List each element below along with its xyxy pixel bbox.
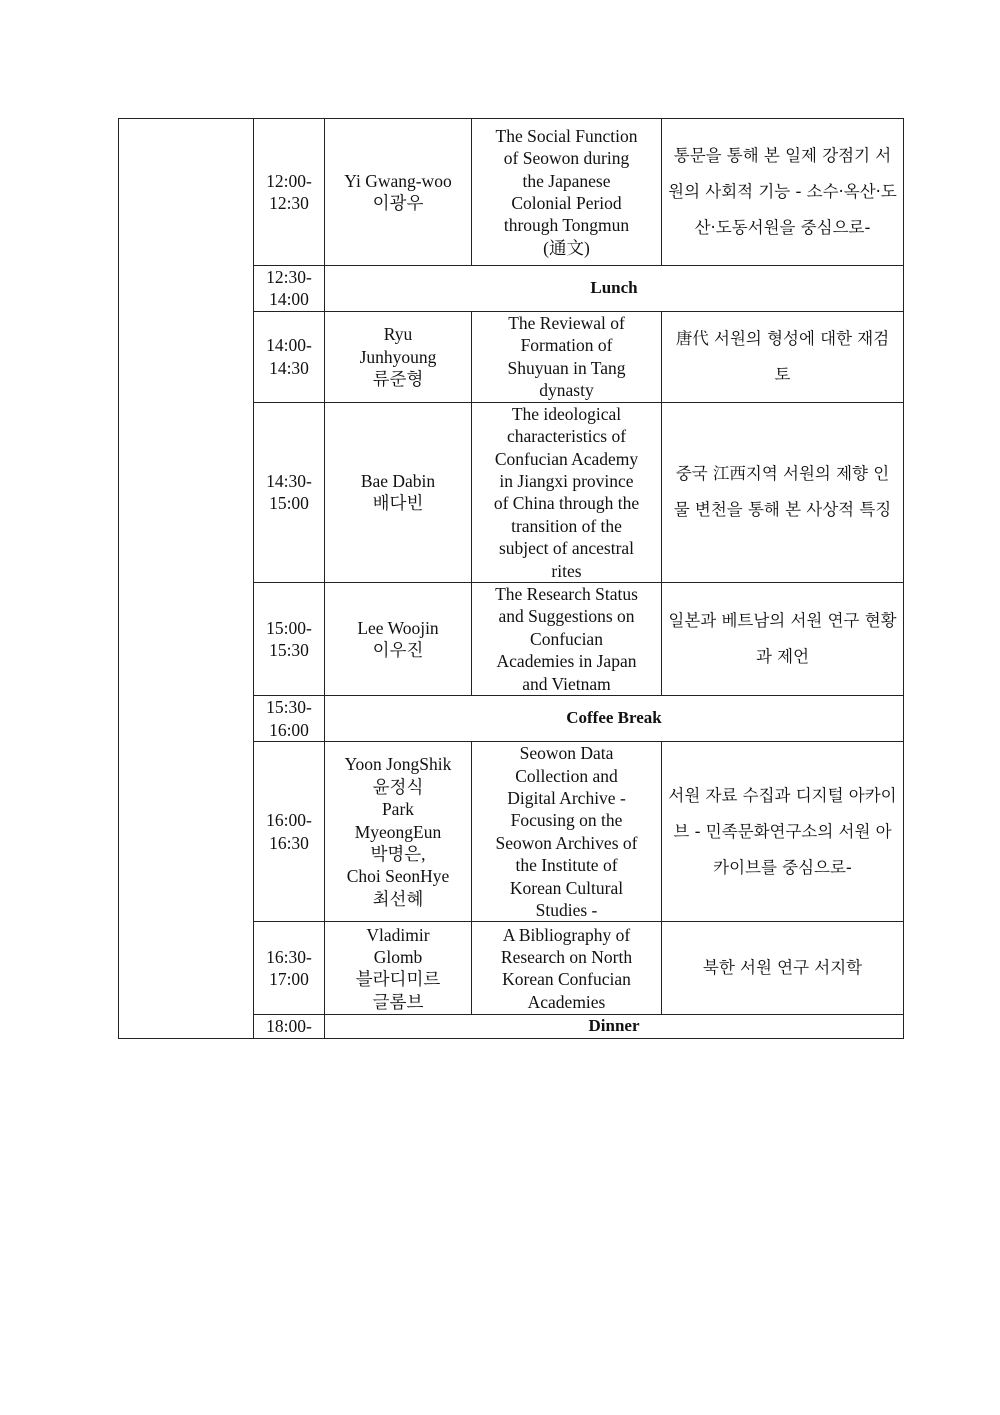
time-cell: 14:00- 14:30 [254, 311, 325, 402]
speaker-cell: Ryu Junhyoung 류준형 [325, 311, 472, 402]
title-en-cell: The Research Status and Suggestions on Confucian Academies in Japan and Vietnam [472, 583, 662, 696]
time-cell: 16:00- 16:30 [254, 742, 325, 922]
title-en-cell: The ideological characteristics of Confucian Academy in Jiangxi province of China through the transition of the subject of ancestral rites [472, 402, 662, 582]
title-kr-cell: 통문을 통해 본 일제 강점기 서원의 사회적 기능 - 소수·옥산·도산·도동서원을 중심으로- [662, 119, 904, 266]
schedule-table [118, 118, 904, 1039]
title-en-cell: The Social Function of Seowon during the Japanese Colonial Period through Tongmun (通文) [472, 119, 662, 266]
title-en-cell: A Bibliography of Research on North Korean Confucian Academies [472, 922, 662, 1015]
event-cell-dinner: Dinner [325, 1015, 904, 1038]
event-cell-lunch: Lunch [325, 266, 904, 312]
title-kr-cell: 唐代 서원의 형성에 대한 재검토 [662, 311, 904, 402]
time-cell: 12:00- 12:30 [254, 119, 325, 266]
speaker-cell: Bae Dabin 배다빈 [325, 402, 472, 582]
title-en-cell: The Reviewal of Formation of Shuyuan in Tang dynasty [472, 311, 662, 402]
speaker-cell: Vladimir Glomb 블라디미르 글롬브 [325, 922, 472, 1015]
title-kr-cell: 중국 江西지역 서원의 제향 인물 변천을 통해 본 사상적 특징 [662, 402, 904, 582]
title-en-cell: Seowon Data Collection and Digital Archive - Focusing on the Seowon Archives of the Institute of Korean Cultural Studies - [472, 742, 662, 922]
time-cell: 15:30- 16:00 [254, 696, 325, 742]
speaker-cell: Yi Gwang-woo 이광우 [325, 119, 472, 266]
speaker-cell: Lee Woojin 이우진 [325, 583, 472, 696]
blank-side-cell [119, 119, 254, 1039]
time-cell: 14:30- 15:00 [254, 402, 325, 582]
time-cell: 18:00- [254, 1015, 325, 1038]
time-cell: 12:30- 14:00 [254, 266, 325, 312]
schedule-row [119, 119, 904, 266]
title-kr-cell: 일본과 베트남의 서원 연구 현황과 제언 [662, 583, 904, 696]
title-kr-cell: 서원 자료 수집과 디지털 아카이브 - 민족문화연구소의 서원 아카이브를 중심으로- [662, 742, 904, 922]
time-cell: 15:00- 15:30 [254, 583, 325, 696]
time-cell: 16:30- 17:00 [254, 922, 325, 1015]
speaker-cell: Yoon JongShik 윤정식 Park MyeongEun 박명은, Choi SeonHye 최선혜 [325, 742, 472, 922]
title-kr-cell: 북한 서원 연구 서지학 [662, 922, 904, 1015]
event-cell-coffee-break: Coffee Break [325, 696, 904, 742]
